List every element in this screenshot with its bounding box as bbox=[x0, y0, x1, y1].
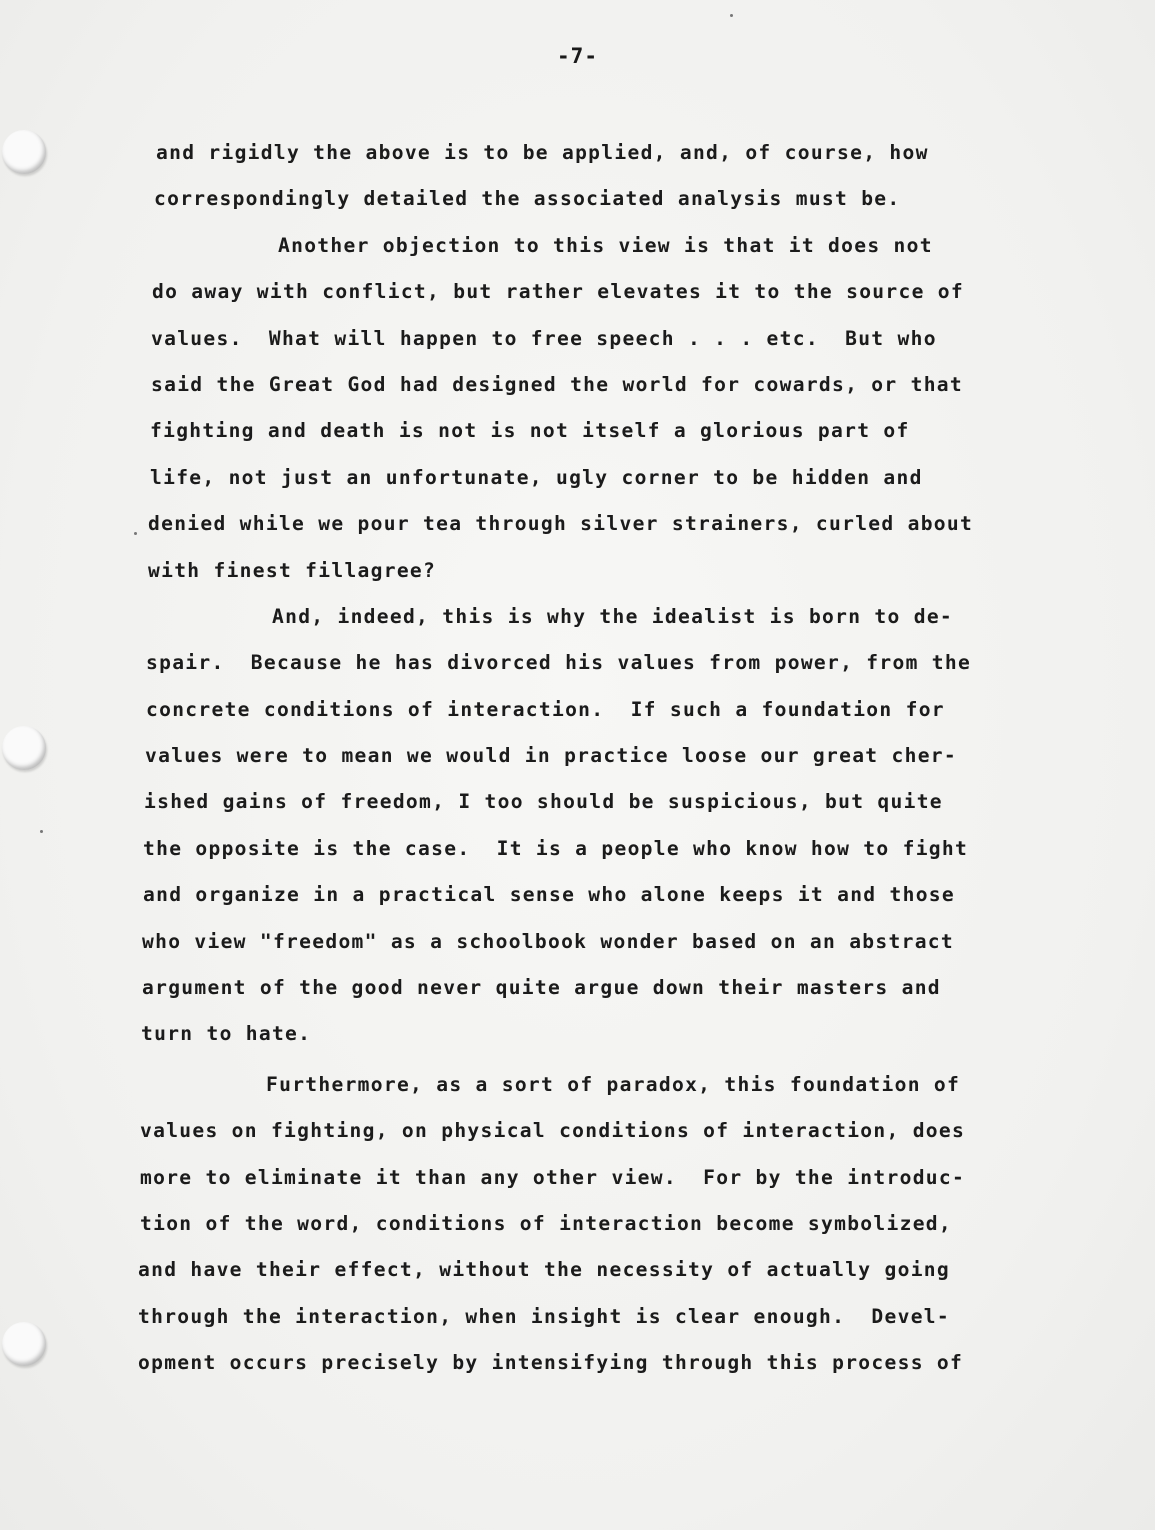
text-line: tion of the word, conditions of interaction become symbolized, bbox=[140, 1211, 952, 1235]
page-number: -7- bbox=[557, 44, 598, 68]
text-line: with finest fillagree? bbox=[148, 558, 437, 582]
text-line: said the Great God had designed the world for cowards, or that bbox=[151, 372, 963, 396]
text-line: ished gains of freedom, I too should be suspicious, but quite bbox=[144, 790, 943, 814]
text-line-paragraph-start: Furthermore, as a sort of paradox, this foundation of bbox=[266, 1072, 961, 1096]
text-line: correspondingly detailed the associated analysis must be. bbox=[154, 187, 901, 211]
text-line: and rigidly the above is to be applied, and, of course, how bbox=[156, 141, 929, 164]
text-line: values on fighting, on physical conditions of interaction, does bbox=[140, 1119, 966, 1143]
text-line-paragraph-start: And, indeed, this is why the idealist is born to de- bbox=[272, 604, 954, 628]
text-line-paragraph-start: Another objection to this view is that it does not bbox=[278, 233, 933, 257]
text-line: argument of the good never quite argue down their masters and bbox=[142, 976, 941, 1000]
body-text bbox=[140, 130, 1040, 1387]
text-line: the opposite is the case. It is a people who know how to fight bbox=[143, 836, 969, 860]
text-line: values were to mean we would in practice loose our great cher- bbox=[145, 744, 957, 768]
text-line: opment occurs precisely by intensifying through this process of bbox=[138, 1351, 964, 1375]
text-line: concrete conditions of interaction. If such a foundation for bbox=[146, 697, 945, 721]
text-line: fighting and death is not is not itself a glorious part of bbox=[150, 419, 910, 443]
text-line: life, not just an unfortunate, ugly corner to be hidden and bbox=[150, 465, 923, 489]
punch-hole bbox=[2, 1322, 46, 1366]
paper-speck bbox=[134, 532, 137, 535]
paper-speck bbox=[730, 14, 733, 17]
punch-hole bbox=[2, 726, 46, 770]
text-line: and have their effect, without the necessity of actually going bbox=[138, 1258, 950, 1282]
punch-hole bbox=[2, 130, 46, 174]
text-line: and organize in a practical sense who alone keeps it and those bbox=[143, 883, 955, 907]
text-line: values. What will happen to free speech . . . etc. But who bbox=[151, 326, 937, 350]
text-line: do away with conflict, but rather elevates it to the source of bbox=[152, 280, 964, 304]
text-line: denied while we pour tea through silver strainers, curled about bbox=[148, 512, 974, 536]
text-line: more to eliminate it than any other view. For by the introduc- bbox=[140, 1165, 966, 1189]
text-line: spair. Because he has divorced his values from power, from the bbox=[146, 651, 972, 675]
text-line: turn to hate. bbox=[141, 1022, 312, 1046]
text-line: through the interaction, when insight is clear enough. Devel- bbox=[138, 1304, 950, 1328]
text-line: who view "freedom" as a schoolbook wonder based on an abstract bbox=[142, 929, 954, 953]
paper-speck bbox=[40, 830, 43, 833]
